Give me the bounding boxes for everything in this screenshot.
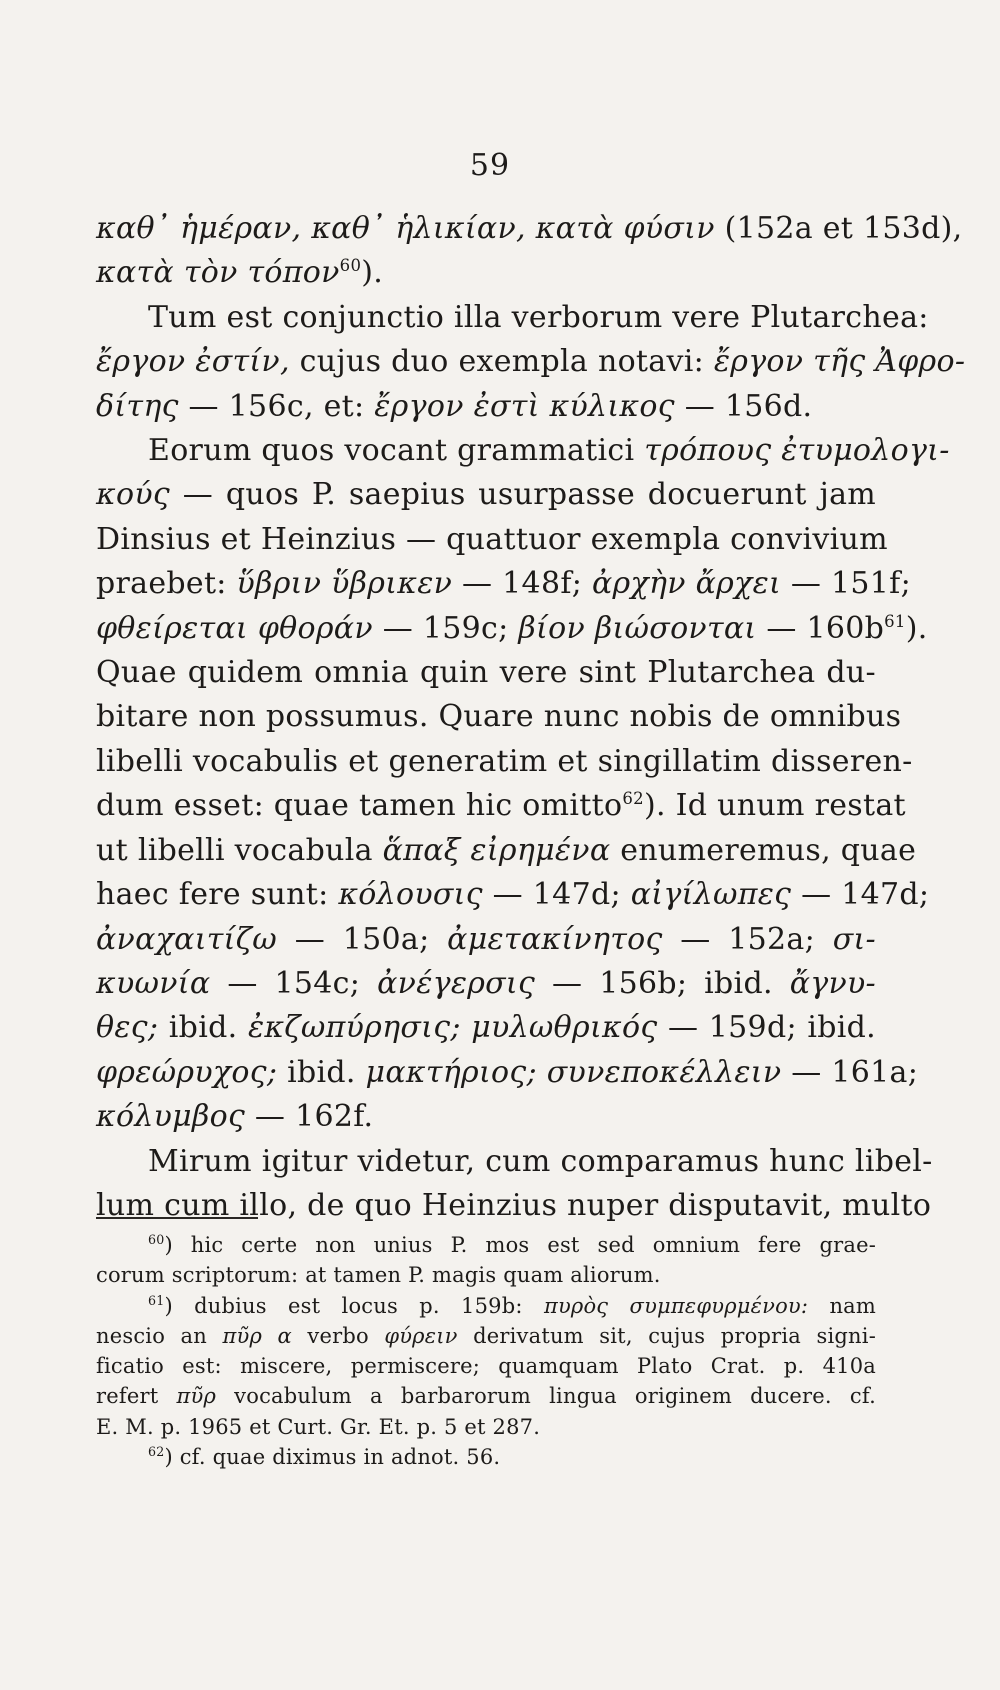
greek-text: φύρειν: [384, 1323, 458, 1348]
greek-text: σι-: [832, 921, 876, 957]
latin-text: dum esset: quae tamen hic omitto: [96, 788, 623, 824]
latin-text: E. M. p. 1965 et Curt. Gr. Et. p. 5 et 287.: [96, 1414, 541, 1439]
latin-text: ) hic certe non unius P. mos est sed omnium fere grae-: [164, 1233, 876, 1257]
greek-text: φρεώρυχος;: [96, 1054, 278, 1090]
footnotes: [96, 1230, 876, 1472]
latin-text: — 154c;: [210, 965, 378, 1001]
text-line: [96, 651, 876, 695]
latin-text: Mirum igitur videtur, cum comparamus hunc libel-: [148, 1143, 933, 1179]
latin-text: — quos P. saepius usurpasse docuerunt jam: [169, 477, 876, 513]
latin-text: ).: [361, 255, 384, 291]
latin-text: ibid.: [277, 1054, 366, 1090]
footnote-ref: 62: [148, 1444, 165, 1460]
latin-text: corum scriptorum: at tamen P. magis quam aliorum.: [96, 1263, 661, 1288]
greek-text: ὕβριν ὕβρικεν: [236, 566, 453, 602]
greek-text: κυωνία: [96, 965, 211, 1001]
text-line: [96, 518, 888, 562]
text-line: [96, 429, 950, 473]
footnote-ref: 62: [622, 789, 644, 809]
latin-text: — 156c, et:: [178, 388, 375, 424]
latin-text: ibid.: [158, 1010, 248, 1046]
latin-text: haec fere sunt:: [96, 877, 339, 913]
latin-text: — 159d; ibid.: [657, 1010, 876, 1046]
footnote-line: [96, 1351, 876, 1381]
footnote-line: [96, 1291, 876, 1321]
latin-text: — 147d;: [791, 877, 930, 913]
latin-text: praebet:: [96, 566, 237, 602]
greek-text: φθείρεται φθοράν: [96, 610, 373, 646]
latin-text: — 162f.: [245, 1099, 374, 1135]
text-line: [96, 1140, 933, 1184]
text-line: [96, 473, 876, 517]
greek-text: ἔργον ἐστὶ κύλικος: [374, 388, 675, 424]
latin-text: ) cf. quae diximus in adnot. 56.: [164, 1445, 501, 1470]
greek-text: βίον βιώσονται: [518, 610, 757, 646]
greek-text: κούς: [96, 477, 170, 513]
footnote-ref: 60: [148, 1232, 165, 1247]
text-line: [96, 207, 963, 251]
latin-text: — 161a;: [781, 1054, 919, 1090]
greek-text: ἀμετακίνητος: [447, 921, 663, 957]
page-number: 59: [469, 148, 511, 183]
latin-text: ficatio est: miscere, permiscere; quamquam Plato Crat. p. 410a: [96, 1354, 876, 1379]
greek-text: θες;: [96, 1010, 159, 1046]
latin-text: Dinsius et Heinzius — quattuor exempla convivium: [96, 521, 888, 557]
latin-text: — 150a;: [277, 921, 448, 957]
footnote-line: [96, 1442, 876, 1472]
footnote-ref: 60: [339, 256, 362, 276]
latin-text: Quae quidem omnia quin vere sint Plutarchea du-: [96, 655, 876, 691]
greek-text: ἔργον τῆς Ἀφρο-: [713, 344, 966, 380]
footnote-ref: 61: [884, 611, 906, 631]
text-line: [96, 740, 913, 784]
latin-text: — 152a;: [662, 921, 833, 957]
latin-text: ). Id unum restat: [643, 788, 906, 824]
text-line: [96, 829, 917, 873]
latin-text: nam: [808, 1293, 877, 1318]
latin-text: derivatum sit, cujus propria signi-: [457, 1323, 876, 1348]
text-line: [96, 562, 911, 606]
latin-text: — 156b; ibid.: [535, 965, 790, 1001]
greek-text: κατὰ τὸν τόπον: [96, 255, 340, 291]
latin-text: (152a et 153d),: [714, 211, 963, 246]
latin-text: — 147d;: [482, 877, 631, 913]
greek-text: ἀναχαιτίζω: [96, 921, 278, 957]
text-line: [96, 296, 929, 340]
greek-text: ἄγνυ-: [789, 965, 876, 1001]
body-text: [96, 207, 966, 1228]
greek-text: πῦρ: [176, 1384, 217, 1409]
latin-text: cujus duo exempla notavi:: [289, 344, 714, 380]
text-line: [96, 918, 876, 962]
latin-text: enumeremus, quae: [610, 832, 917, 868]
footnote-line: [96, 1230, 876, 1260]
latin-text: nescio an: [96, 1323, 223, 1348]
latin-text: vocabulum a barbarorum lingua originem ducere. cf.: [216, 1384, 876, 1409]
text-line: [96, 1095, 876, 1139]
greek-text: καθ᾽ ἡμέραν, καθ᾽ ἡλικίαν, κατὰ φύσιν: [96, 211, 715, 246]
text-line: [96, 1006, 876, 1050]
text-line: [96, 873, 930, 917]
footnote-separator: [96, 1217, 258, 1219]
latin-text: lum cum illo, de quo Heinzius nuper disputavit, multo: [96, 1187, 932, 1223]
greek-text: κόλυμβος: [96, 1099, 246, 1135]
latin-text: refert: [96, 1384, 177, 1409]
latin-text: ).: [905, 610, 928, 646]
text-line: [96, 607, 928, 651]
greek-text: πυρὸς συμπεφυρμένου:: [543, 1293, 809, 1318]
footnote-line: [96, 1321, 876, 1351]
greek-text: ἔργον ἐστίν,: [96, 344, 290, 380]
latin-text: Eorum quos vocant grammatici: [148, 433, 645, 469]
footnote-line: [96, 1260, 876, 1290]
text-line: [96, 695, 902, 739]
greek-text: ἀρχὴν ἄρχει: [591, 566, 782, 602]
greek-text: μακτήριος; συνεποκέλλειν: [365, 1054, 782, 1090]
greek-text: τρόπους ἐτυμολογι-: [644, 433, 950, 469]
latin-text: bitare non possumus. Quare nunc nobis de omnibus: [96, 699, 902, 735]
latin-text: ) dubius est locus p. 159b:: [164, 1293, 544, 1318]
text-line: [96, 962, 876, 1006]
latin-text: libelli vocabulis et generatim et singillatim disseren-: [96, 743, 913, 779]
footnote-ref: 61: [148, 1292, 165, 1308]
footnote-line: [96, 1381, 876, 1411]
greek-text: ἀνέγερσις: [377, 965, 536, 1001]
text-line: [96, 251, 876, 295]
latin-text: ut libelli vocabula: [96, 832, 383, 868]
latin-text: — 148f;: [452, 566, 592, 602]
greek-text: ἐκζωπύρησις; μυλωθρικός: [247, 1010, 658, 1046]
latin-text: Tum est conjunctio illa verborum vere Plutarchea:: [148, 299, 929, 335]
footnote-line: [96, 1412, 876, 1442]
latin-text: — 156d.: [674, 388, 813, 424]
text-line: [96, 385, 876, 429]
greek-text: ἅπαξ εἰρημένα: [382, 832, 611, 868]
greek-text: πῦρ α: [222, 1323, 292, 1348]
text-line: [96, 1051, 919, 1095]
text-line: [96, 340, 966, 384]
text-line: [96, 784, 906, 828]
latin-text: — 159c;: [372, 610, 519, 646]
latin-text: — 160b: [756, 610, 885, 646]
latin-text: verbo: [291, 1323, 385, 1348]
text-line: [96, 1184, 932, 1228]
greek-text: δίτης: [96, 388, 179, 424]
greek-text: κόλουσις: [338, 877, 483, 913]
latin-text: — 151f;: [781, 566, 911, 602]
greek-text: αἰγίλωπες: [630, 877, 792, 913]
